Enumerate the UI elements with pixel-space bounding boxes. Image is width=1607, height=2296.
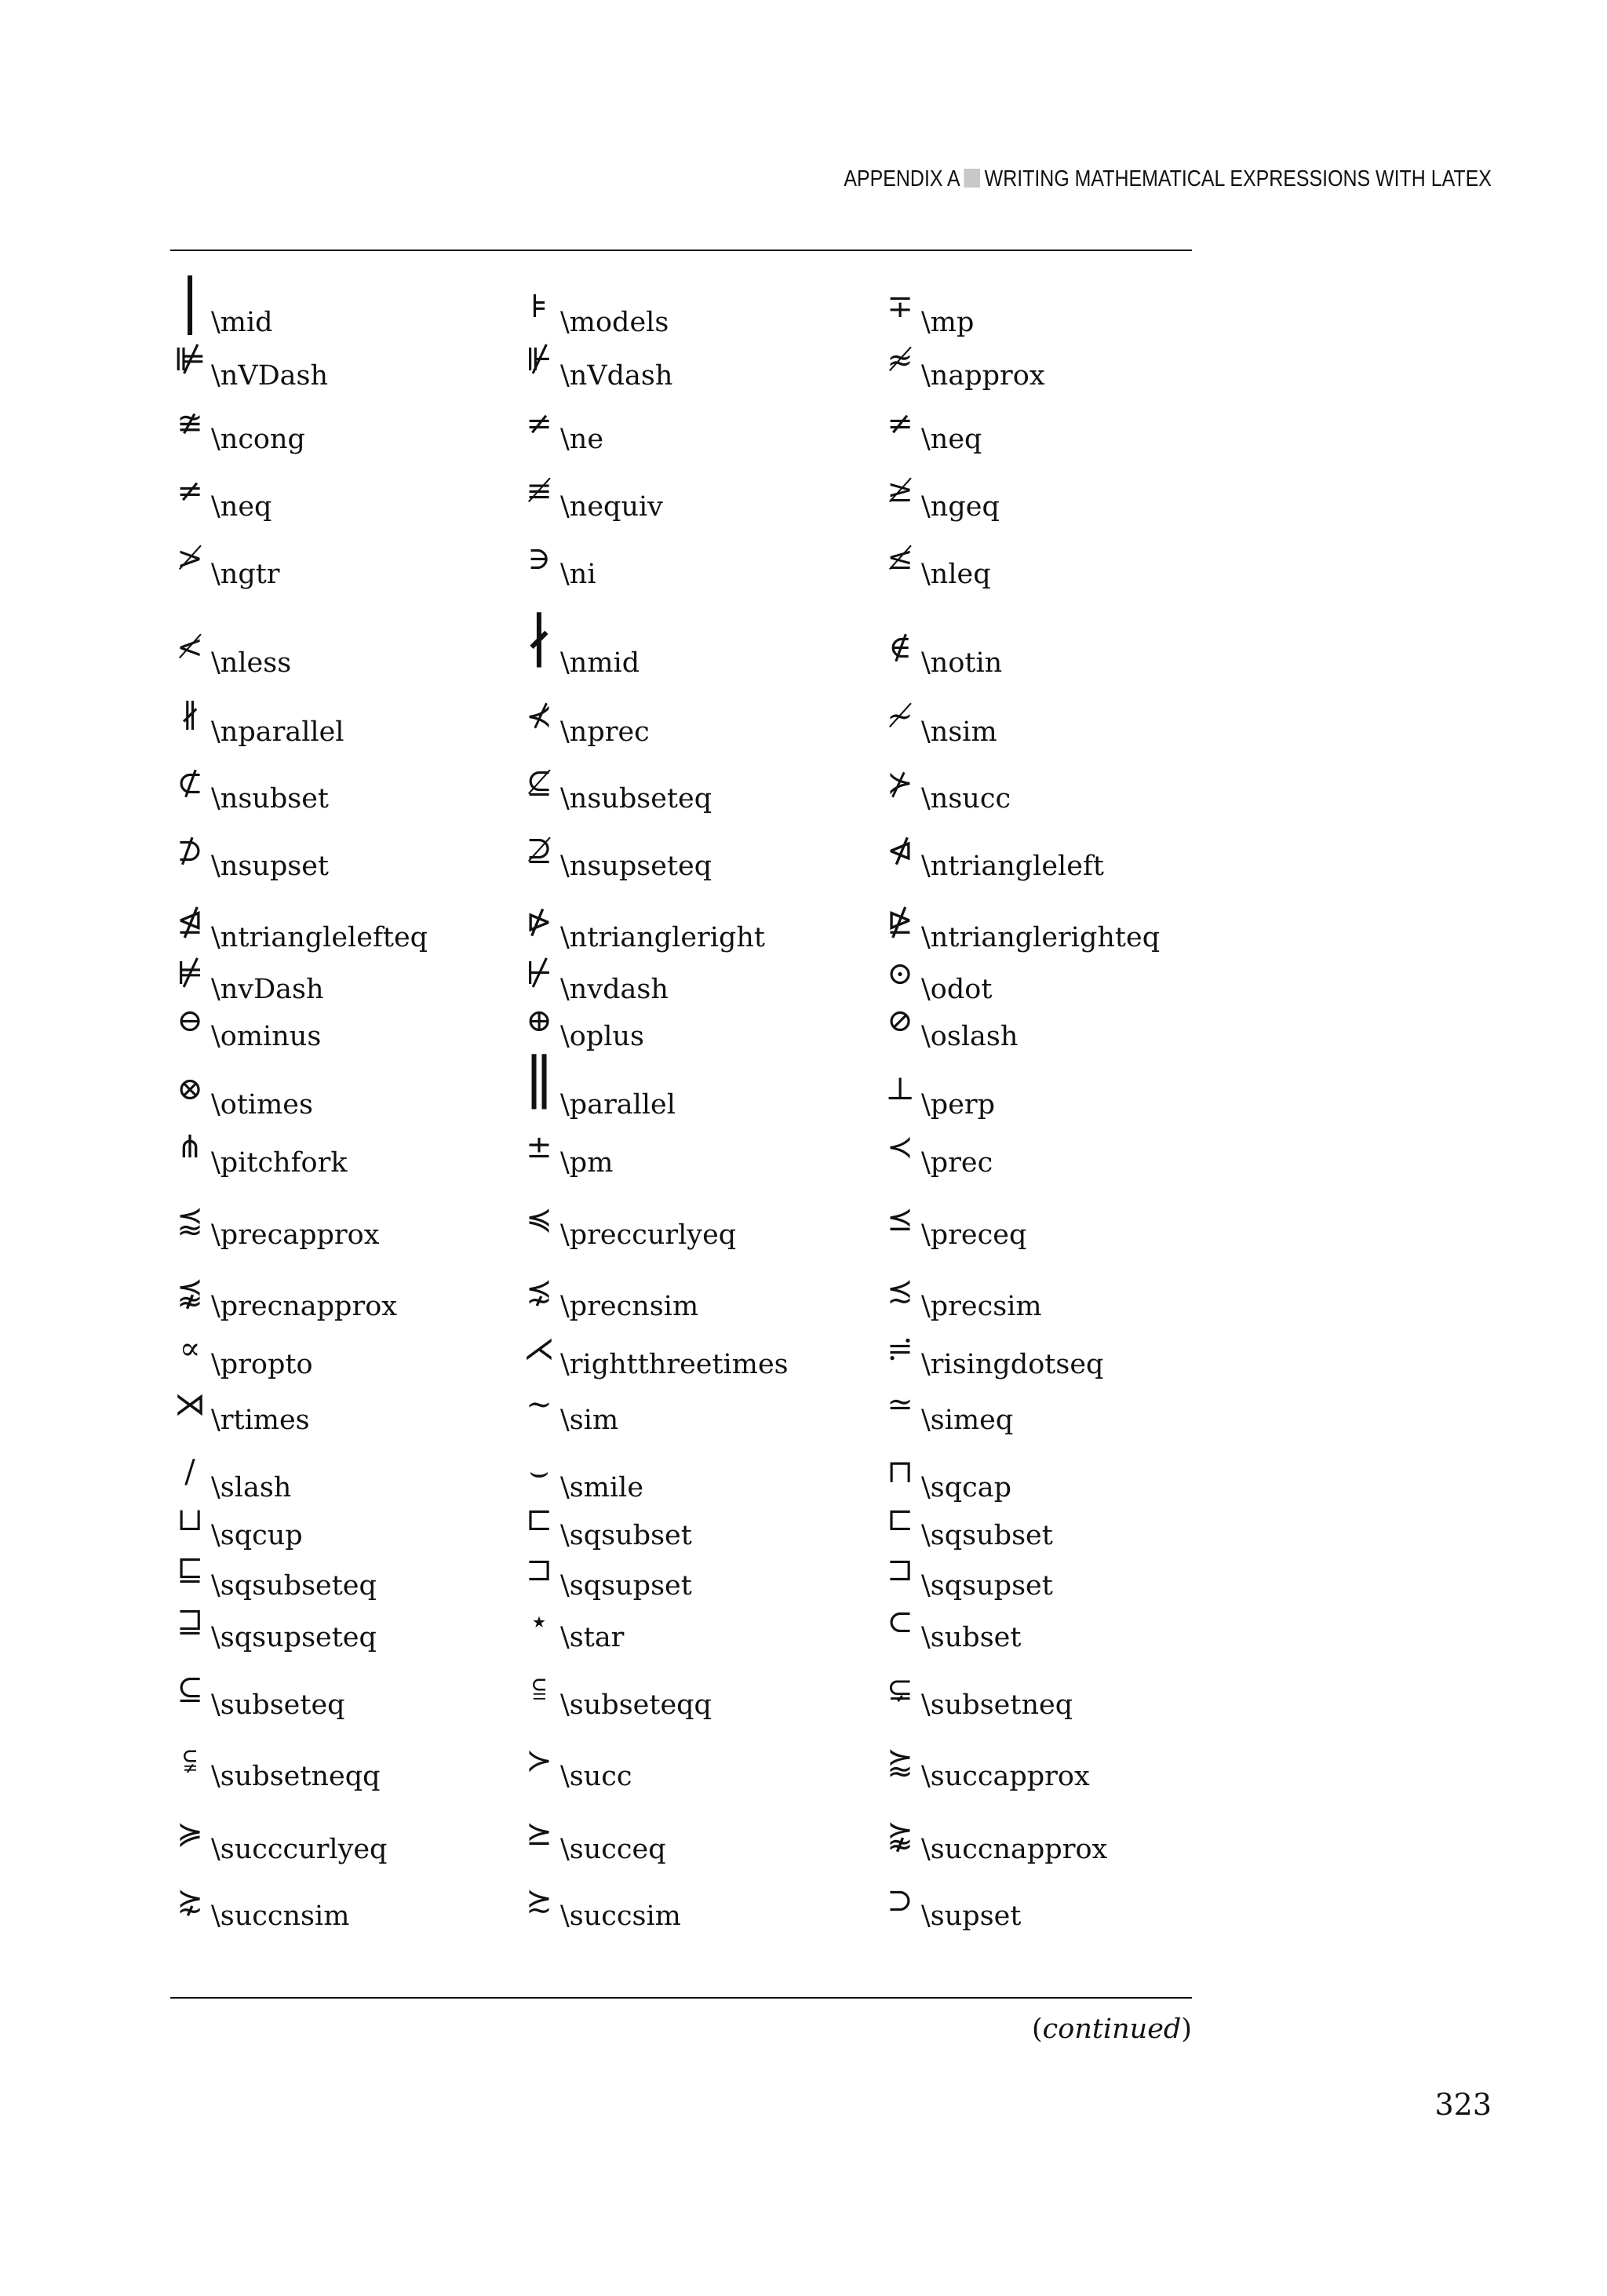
math-symbol-glyph: ≿: [526, 1882, 552, 1919]
latex-command: \prec: [921, 1147, 993, 1179]
symbol-row: [170, 1365, 1192, 1434]
math-symbol-glyph: ⊙: [887, 956, 913, 992]
latex-command: \nless: [211, 647, 292, 679]
math-symbol-glyph: ⪰: [526, 1816, 552, 1852]
latex-command: \parallel: [560, 1089, 676, 1121]
math-symbol-glyph: ⊆: [177, 1671, 203, 1707]
math-symbol-glyph: |: [180, 265, 200, 335]
latex-command: \mp: [921, 307, 975, 338]
math-symbol-glyph: ⊘: [887, 1003, 913, 1039]
math-symbol-glyph: ⫅: [532, 1671, 546, 1707]
math-symbol-glyph: ⋨: [526, 1273, 552, 1309]
math-symbol-glyph: ∉: [888, 629, 912, 665]
math-symbol-glyph: ∓: [887, 289, 913, 325]
latex-command: \ni: [560, 559, 596, 590]
latex-command: \mid: [211, 307, 273, 338]
latex-command: \succapprox: [921, 1761, 1090, 1792]
math-symbol-glyph: ⊔: [177, 1502, 203, 1538]
math-symbol-glyph: /: [184, 1454, 195, 1490]
math-symbol-glyph: ⪷: [177, 1201, 203, 1237]
latex-command: \perp: [921, 1089, 996, 1121]
math-symbol-glyph: ⊃: [887, 1882, 913, 1919]
math-symbol-glyph: ∼: [526, 1387, 552, 1423]
latex-command: \sqsubset: [921, 1520, 1053, 1551]
math-symbol-glyph: ≠: [177, 473, 203, 509]
math-symbol-glyph: ⊁: [887, 765, 913, 801]
latex-command: \risingdotseq: [921, 1349, 1104, 1380]
math-symbol-glyph: ⊄: [177, 765, 203, 801]
symbol-row: [170, 321, 1192, 390]
math-symbol-glyph: ⊬: [525, 956, 553, 992]
math-symbol-glyph: ⋔: [177, 1129, 203, 1165]
math-symbol-glyph: ≺: [887, 1129, 913, 1165]
math-symbol-glyph: ≇: [177, 406, 203, 442]
latex-command: \succsim: [560, 1901, 681, 1932]
math-symbol-glyph: ⪸: [887, 1743, 913, 1779]
math-symbol-glyph: ⋭: [887, 904, 913, 940]
latex-command: \neq: [921, 424, 982, 455]
latex-command: \oslash: [921, 1021, 1018, 1052]
math-symbol-glyph: ⪹: [177, 1273, 203, 1309]
math-symbol-glyph: ∥: [525, 1048, 553, 1117]
latex-command: \slash: [211, 1472, 292, 1503]
latex-command: \nsubset: [211, 783, 329, 815]
math-symbol-glyph: ⋊: [174, 1387, 206, 1423]
math-symbol-glyph: ≼: [526, 1201, 552, 1237]
latex-command: \preccurlyeq: [560, 1219, 737, 1251]
latex-command: \star: [560, 1622, 625, 1653]
latex-command: \odot: [921, 974, 993, 1005]
math-symbol-glyph: ⊖: [177, 1003, 203, 1039]
math-symbol-glyph: ⋌: [523, 1331, 555, 1367]
latex-command: \nparallel: [211, 716, 344, 748]
latex-command: \nmid: [560, 647, 640, 679]
latex-command: \sim: [560, 1405, 619, 1436]
symbol-row: [170, 452, 1192, 521]
symbol-row: [170, 1722, 1192, 1791]
running-header: [844, 166, 1492, 192]
latex-command: \sqsupseteq: [211, 1622, 377, 1653]
math-symbol-glyph: ⊐: [526, 1552, 552, 1588]
latex-command: \nVDash: [211, 360, 329, 392]
page-number: 323: [1434, 2087, 1492, 2122]
latex-command: \nprec: [560, 716, 650, 748]
latex-command: \nvDash: [211, 974, 324, 1005]
latex-command: \subset: [921, 1622, 1022, 1653]
latex-command: \succ: [560, 1761, 632, 1792]
math-symbol-glyph: ∤: [524, 606, 554, 676]
header-separator-square: [964, 169, 981, 188]
latex-command: \rightthreetimes: [560, 1349, 789, 1380]
math-symbol-glyph: ≁: [887, 698, 913, 734]
math-symbol-glyph: ≰: [887, 541, 913, 577]
math-symbol-glyph: ⊐: [887, 1552, 913, 1588]
math-symbol-glyph: ⊊: [887, 1671, 913, 1707]
symbol-row: [170, 1108, 1192, 1177]
symbol-row: [170, 608, 1192, 677]
math-symbol-glyph: ≾: [887, 1273, 913, 1309]
math-symbol-glyph: ∦: [180, 698, 200, 734]
math-symbol-glyph: ≓: [887, 1331, 913, 1367]
math-symbol-glyph: ≱: [887, 473, 913, 509]
running-header-appendix: APPENDIX A: [844, 166, 960, 191]
continued-label: continued: [1042, 2014, 1182, 2045]
latex-command: \succnsim: [211, 1901, 350, 1932]
latex-command: \ne: [560, 424, 604, 455]
math-symbol-glyph: ∝: [179, 1331, 201, 1367]
symbol-row: [170, 677, 1192, 746]
math-symbol-glyph: ⌣: [528, 1454, 550, 1490]
latex-command: \sqcup: [211, 1520, 303, 1551]
latex-command: \subsetneqq: [211, 1761, 381, 1792]
math-symbol-glyph: ⪺: [887, 1816, 913, 1852]
latex-command: \preceq: [921, 1219, 1027, 1251]
math-symbol-glyph: ⊧: [530, 289, 548, 325]
math-symbol-glyph: ⪯: [887, 1201, 913, 1237]
latex-command: \ntriangleright: [560, 922, 765, 953]
math-symbol-glyph: ±: [526, 1129, 552, 1165]
latex-command: \supset: [921, 1901, 1022, 1932]
math-symbol-glyph: ⊈: [526, 765, 552, 801]
math-symbol-glyph: ⊏: [887, 1502, 913, 1538]
latex-command: \succcurlyeq: [211, 1834, 388, 1865]
latex-command: \nsupseteq: [560, 851, 712, 882]
symbol-row: [170, 1650, 1192, 1719]
math-symbol-glyph: ⋬: [177, 904, 203, 940]
latex-command: \notin: [921, 647, 1003, 679]
running-header-title: WRITING MATHEMATICAL EXPRESSIONS WITH LATEX: [984, 166, 1492, 191]
latex-command: \rtimes: [211, 1405, 310, 1436]
math-symbol-glyph: ⫋: [183, 1743, 197, 1779]
latex-command: \napprox: [921, 360, 1045, 392]
math-symbol-glyph: ≻: [526, 1743, 552, 1779]
math-symbol-glyph: ⊗: [177, 1071, 203, 1107]
latex-command: \simeq: [921, 1405, 1014, 1436]
latex-command: \propto: [211, 1349, 313, 1380]
math-symbol-glyph: ⊯: [173, 342, 206, 378]
latex-command: \subseteqq: [560, 1689, 712, 1721]
symbol-row: [170, 982, 1192, 1051]
math-symbol-glyph: ⋪: [887, 833, 913, 869]
latex-command: \pm: [560, 1147, 614, 1179]
math-symbol-glyph: ⊓: [887, 1454, 913, 1490]
latex-command: \nVdash: [560, 360, 673, 392]
math-symbol-glyph: ⊉: [526, 833, 552, 869]
latex-command: \ominus: [211, 1021, 322, 1052]
math-symbol-glyph: ≮: [177, 629, 203, 665]
math-symbol-glyph: ⊥: [885, 1071, 915, 1107]
latex-command: \oplus: [560, 1021, 644, 1052]
math-symbol-glyph: ⊂: [887, 1604, 913, 1640]
latex-command: \sqsupset: [560, 1570, 692, 1602]
latex-command: \ncong: [211, 424, 305, 455]
symbol-row: [170, 811, 1192, 880]
latex-command: \nsubseteq: [560, 783, 712, 815]
math-symbol-glyph: ⋆: [529, 1604, 549, 1640]
latex-command: \ntrianglerighteq: [921, 922, 1161, 953]
math-symbol-glyph: ≉: [887, 342, 913, 378]
latex-command: \pitchfork: [211, 1147, 348, 1179]
latex-command: \otimes: [211, 1089, 313, 1121]
latex-command: \nequiv: [560, 491, 663, 523]
latex-command: \neq: [211, 491, 272, 523]
latex-command: \models: [560, 307, 669, 338]
math-symbol-glyph: ⊑: [177, 1552, 203, 1588]
latex-command: \subsetneq: [921, 1689, 1073, 1721]
latex-command: \ngtr: [211, 559, 280, 590]
latex-command: \subseteq: [211, 1689, 345, 1721]
math-symbol-glyph: ⋫: [526, 904, 552, 940]
math-symbol-glyph: ⊀: [526, 698, 552, 734]
table-bottom-rule: [170, 1997, 1192, 1999]
latex-command: \precnapprox: [211, 1291, 398, 1322]
math-symbol-glyph: ⊮: [525, 342, 553, 378]
symbol-row: [170, 1861, 1192, 1930]
latex-command: \nleq: [921, 559, 991, 590]
latex-command: \precsim: [921, 1291, 1042, 1322]
math-symbol-glyph: ⊒: [177, 1604, 203, 1640]
latex-command: \ntrianglelefteq: [211, 922, 428, 953]
latex-command: \ngeq: [921, 491, 1000, 523]
latex-command: \succeq: [560, 1834, 666, 1865]
latex-command: \nsim: [921, 716, 997, 748]
symbol-row: [170, 1795, 1192, 1864]
math-symbol-glyph: ⊭: [176, 956, 204, 992]
latex-command: \nsupset: [211, 851, 329, 882]
math-symbol-glyph: ≯: [177, 541, 203, 577]
latex-command: \succnapprox: [921, 1834, 1108, 1865]
math-symbol-glyph: ≠: [887, 406, 913, 442]
latex-command: \nsucc: [921, 783, 1011, 815]
math-symbol-glyph: ≠: [526, 406, 552, 442]
continued-note: (continued): [1032, 2014, 1192, 2045]
latex-command: \sqsupset: [921, 1570, 1053, 1602]
latex-command: \ntriangleleft: [921, 851, 1104, 882]
symbol-row: [170, 519, 1192, 589]
latex-command: \sqcap: [921, 1472, 1012, 1503]
math-symbol-glyph: ≽: [177, 1816, 203, 1852]
math-symbol-glyph: ⋩: [177, 1882, 203, 1919]
math-symbol-glyph: ⊅: [177, 833, 203, 869]
symbol-row: [170, 384, 1192, 454]
math-symbol-glyph: ⊕: [526, 1003, 552, 1039]
latex-command: \nvdash: [560, 974, 669, 1005]
math-symbol-glyph: ∋: [527, 541, 551, 577]
latex-command: \precapprox: [211, 1219, 380, 1251]
latex-command: \sqsubseteq: [211, 1570, 377, 1602]
symbol-row: [170, 1180, 1192, 1249]
latex-command: \precnsim: [560, 1291, 699, 1322]
math-symbol-glyph: ≢: [526, 473, 552, 509]
math-symbol-glyph: ≃: [887, 1387, 913, 1423]
math-symbol-glyph: ⊏: [526, 1502, 552, 1538]
symbol-table: [170, 251, 1192, 1997]
latex-command: \smile: [560, 1472, 644, 1503]
symbol-row: [170, 744, 1192, 813]
symbol-row: [170, 1583, 1192, 1652]
latex-command: \sqsubset: [560, 1520, 692, 1551]
